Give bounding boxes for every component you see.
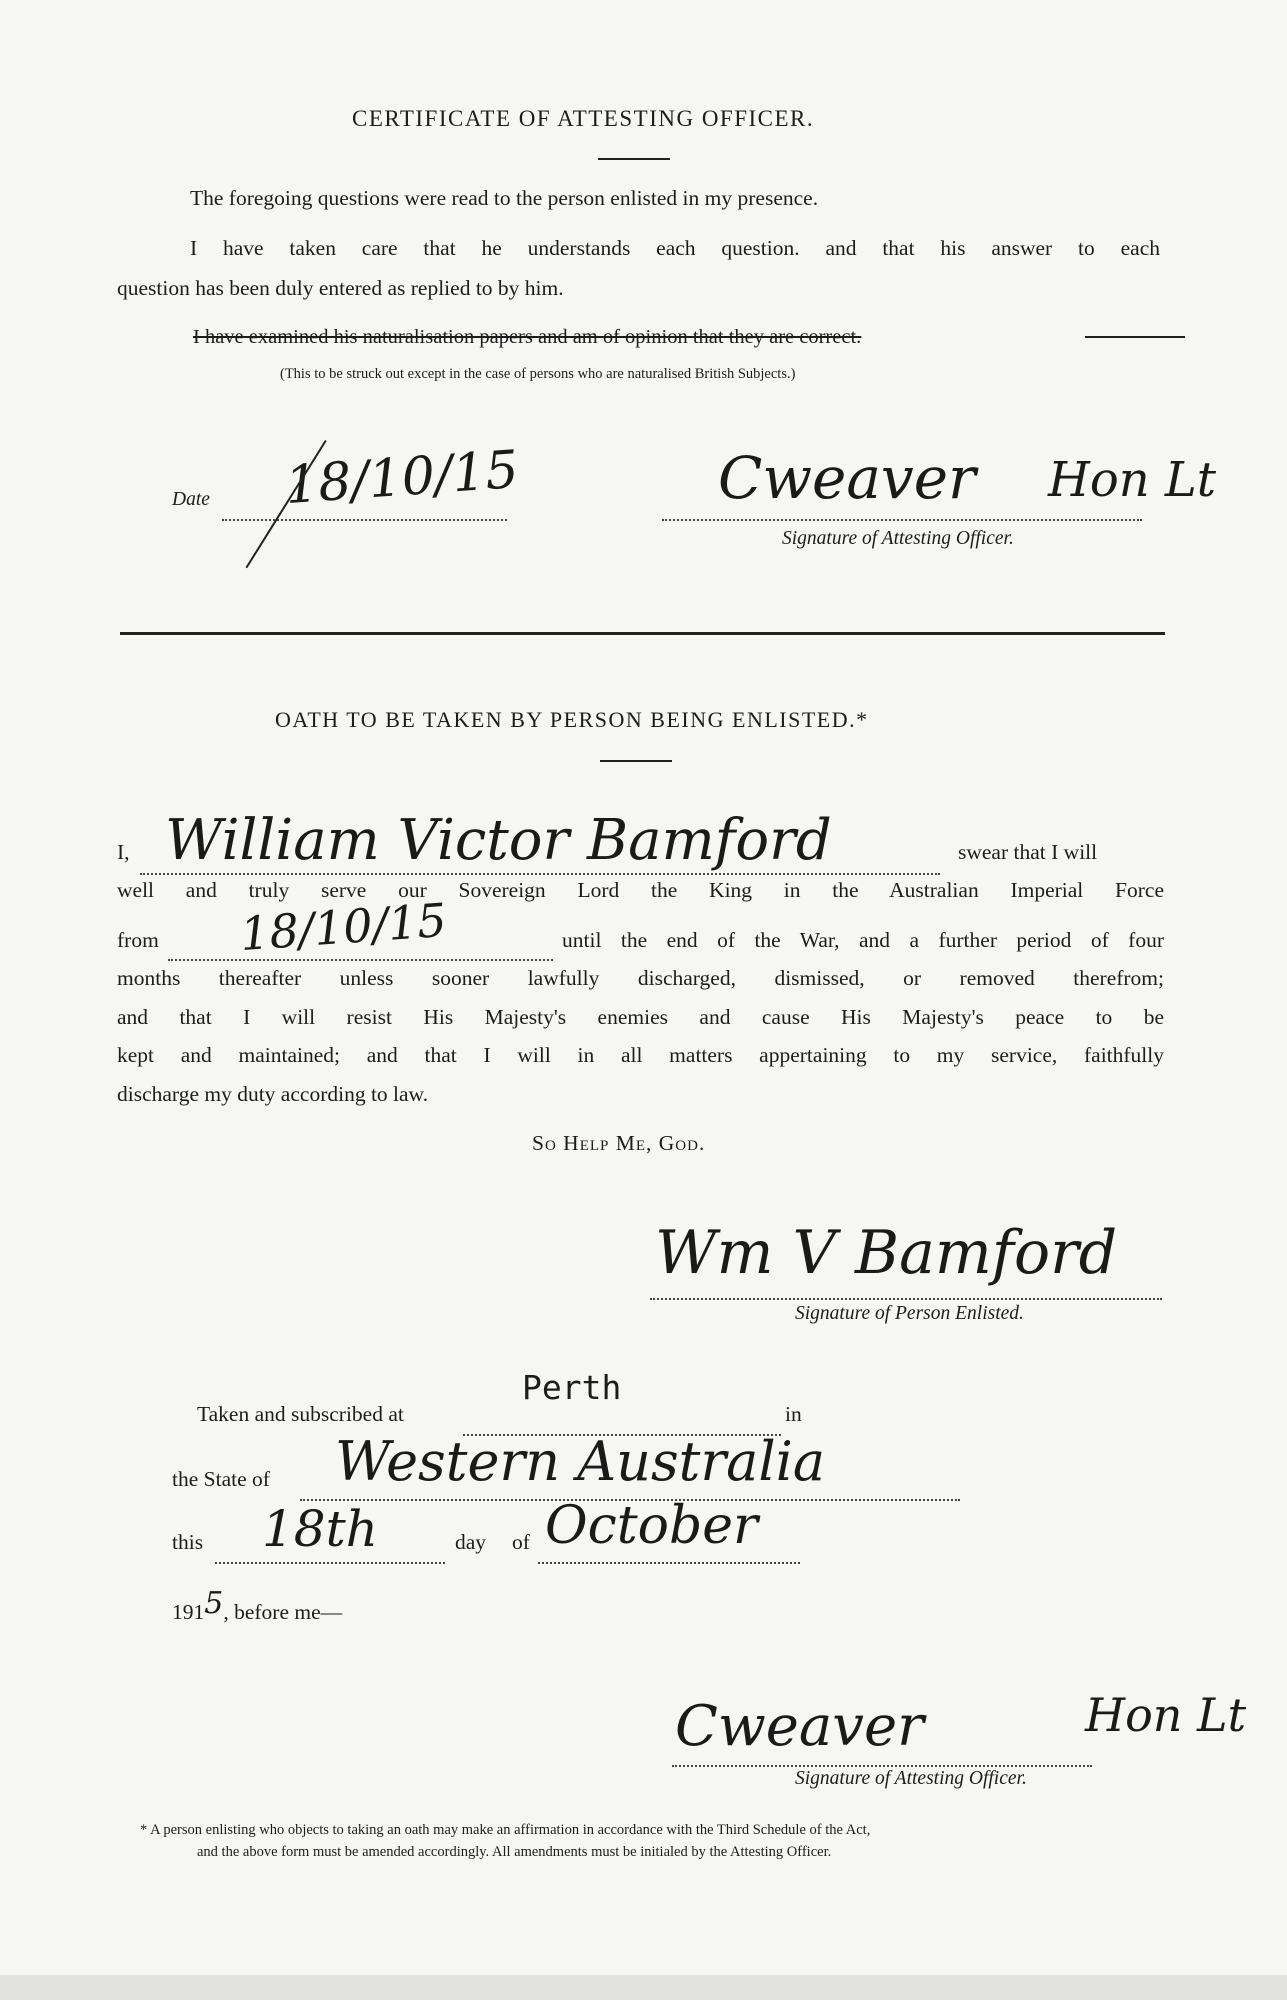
state-value: Western Australia xyxy=(335,1430,826,1493)
subscribed-officer-rank: Hon Lt xyxy=(1085,1688,1247,1742)
certificate-title: CERTIFICATE OF ATTESTING OFFICER. xyxy=(352,106,815,131)
year-line xyxy=(172,1586,343,1627)
certificate-line-1: The foregoing questions were read to the person enlisted in my presence. xyxy=(190,186,819,210)
subscribed-officer-signature: Cweaver xyxy=(675,1694,924,1759)
certificate-title-underline xyxy=(598,158,670,160)
day-label: day xyxy=(455,1530,487,1554)
so-help-me-god: So Help Me, God. xyxy=(532,1131,706,1155)
scan-bottom-edge xyxy=(0,1975,1287,2000)
oath-line-6: kept and maintained; and that I will in all matters appertaining to my service, faithfully xyxy=(117,1043,1164,1067)
footnote-line-1: * A person enlisting who objects to taking an oath may make an affirmation in accordance with the Third Schedule of the Act, xyxy=(140,1822,871,1838)
oath-pronoun: I, xyxy=(117,840,130,864)
in-label: in xyxy=(785,1402,802,1426)
oath-line-1-tail: swear that I will xyxy=(958,840,1098,864)
struck-naturalisation-line: I have examined his naturalisation papers and am of opinion that they are correct. xyxy=(193,326,862,348)
oath-name: William Victor Bamford xyxy=(165,808,832,873)
oath-line-7: discharge my duty according to law. xyxy=(117,1082,429,1106)
officer-rank: Hon Lt xyxy=(1048,452,1217,508)
oath-from-label: from xyxy=(117,928,159,952)
oath-title: OATH TO BE TAKEN BY PERSON BEING ENLISTED.* xyxy=(275,707,869,732)
place-value: Perth xyxy=(522,1368,622,1407)
strike-through-extension xyxy=(1085,336,1185,338)
oath-line-2: well and truly serve our Sovereign Lord the King in the Australian Imperial Force xyxy=(117,878,1164,902)
month-value: October xyxy=(545,1496,758,1556)
oath-line-5: and that I will resist His Majesty's enemies and cause His Majesty's peace to be xyxy=(117,1005,1164,1029)
enlisted-signature-caption: Signature of Person Enlisted. xyxy=(795,1303,1024,1324)
subscribed-officer-caption: Signature of Attesting Officer. xyxy=(795,1768,1027,1789)
struck-note: (This to be struck out except in the case of persons who are naturalised British Subjects.) xyxy=(280,366,796,382)
section-divider xyxy=(120,632,1165,635)
date-label: Date xyxy=(172,489,210,510)
footnote-line-2: and the above form must be amended accordingly. All amendments must be initialed by the Attesting Officer. xyxy=(197,1844,832,1860)
certificate-line-2: I have taken care that he understands each question. and that his answer to each xyxy=(190,236,1160,260)
officer-signature: Cweaver xyxy=(718,444,976,512)
date-dots xyxy=(222,508,507,526)
year-digit: 5 xyxy=(204,1586,224,1621)
year-prefix: 191 xyxy=(172,1600,205,1624)
certificate-line-3: question has been duly entered as replied to by him. xyxy=(117,276,564,300)
oath-line-3-tail: until the end of the War, and a further period of four xyxy=(562,928,1164,952)
this-label: this xyxy=(172,1530,204,1554)
taken-subscribed-label: Taken and subscribed at xyxy=(197,1402,404,1426)
before-me: , before me— xyxy=(223,1600,343,1624)
day-value: 18th xyxy=(262,1500,378,1558)
officer-signature-caption: Signature of Attesting Officer. xyxy=(782,528,1014,549)
oath-from-value: 18/10/15 xyxy=(238,892,449,962)
state-label: the State of xyxy=(172,1467,270,1491)
oath-title-underline xyxy=(600,760,672,762)
enlisted-signature: Wm V Bamford xyxy=(655,1218,1118,1288)
oath-line-4: months thereafter unless sooner lawfully discharged, dismissed, or removed therefrom; xyxy=(117,966,1164,990)
date-value: 18/10/15 xyxy=(283,439,521,517)
of-label: of xyxy=(512,1530,530,1554)
